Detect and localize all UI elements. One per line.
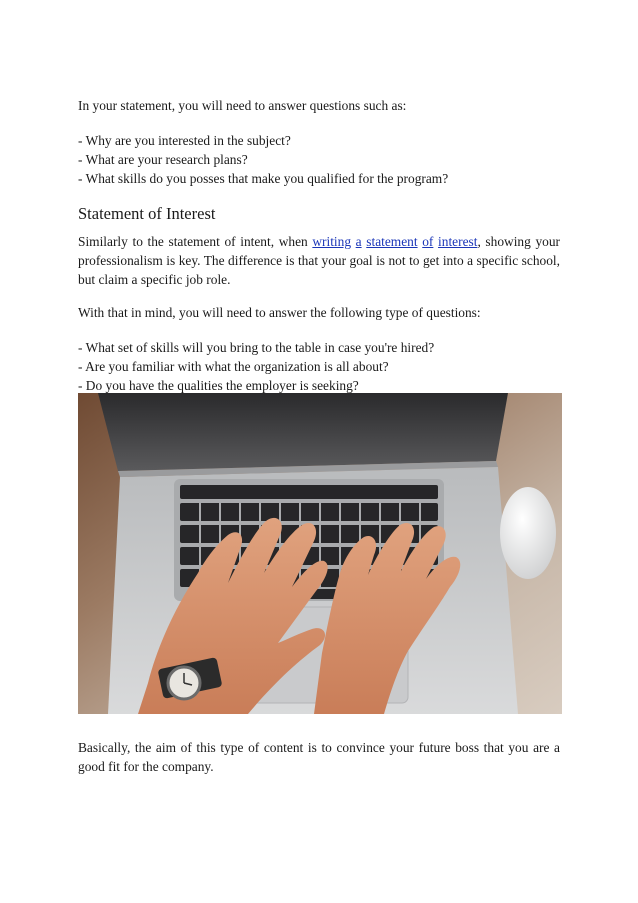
link-of[interactable]: of [422,234,434,249]
laptop-typing-photo [78,393,562,714]
conclusion-paragraph: Basically, the aim of this type of content is to convince your future boss that you are a good fit for the company. [78,740,560,774]
list-item: - What set of skills will you bring to the table in case you're hired? [78,340,435,355]
intent-questions-list [78,131,560,188]
intro-text: In your statement, you will need to answer questions such as: [78,98,407,113]
link-interest[interactable]: interest [438,234,478,249]
link-writing[interactable]: writing [312,234,352,249]
interest-paragraph [78,232,560,289]
list-item: - Are you familiar with what the organization is all about? [78,359,389,374]
list-item: - What are your research plans? [78,152,248,167]
questions-intro-text: With that in mind, you will need to answer the following type of questions: [78,305,481,320]
list-item: - What skills do you posses that make you qualified for the program? [78,171,449,186]
link-statement[interactable]: statement [366,234,418,249]
paragraph-text-start: Similarly to the statement of intent, when [78,234,313,249]
link-a[interactable]: a [355,234,362,249]
section-heading: Statement of Interest [78,204,216,223]
paragraph-text-end: , showing your professionalism is key. The difference is that your goal is not to get into a specific school, but claim a specific job role. [78,234,560,287]
list-item: - Why are you interested in the subject? [78,133,291,148]
interest-questions-list [78,338,560,395]
list-item: - Do you have the qualities the employer is seeking? [78,378,359,393]
